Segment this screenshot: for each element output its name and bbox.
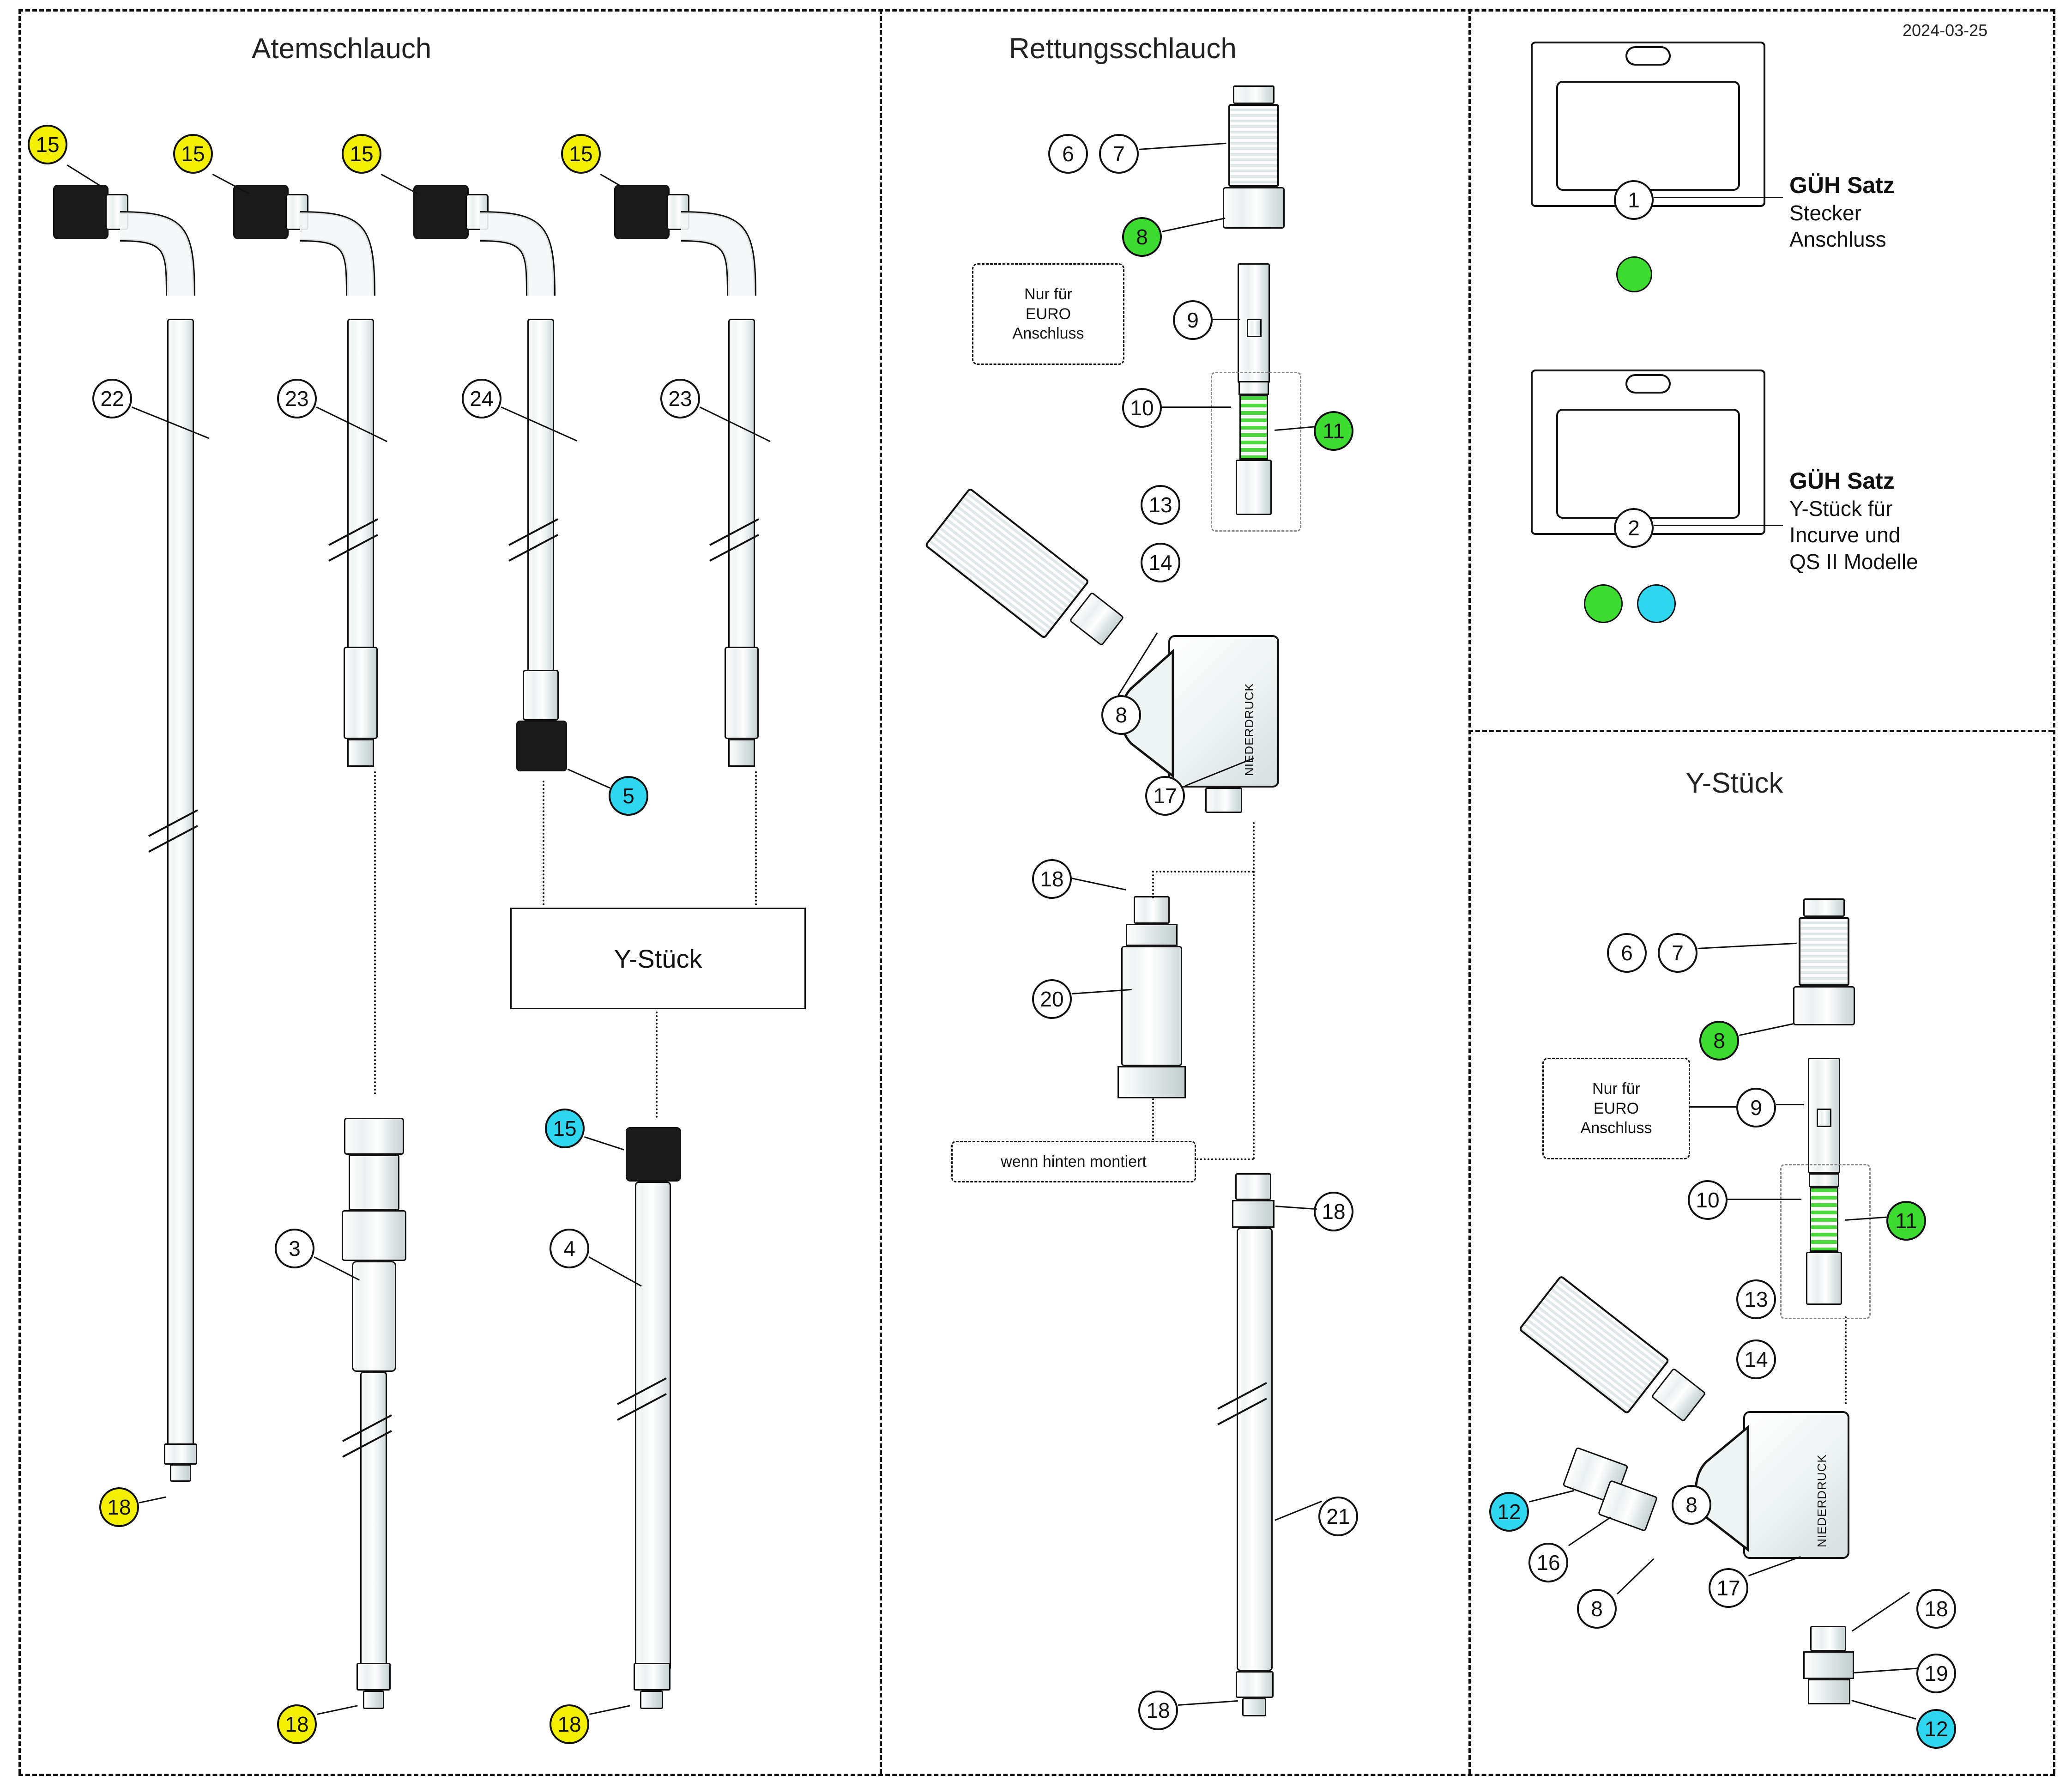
- part3-sleeve: [352, 1261, 396, 1372]
- hose-c-blackcap: [516, 721, 567, 771]
- dotted-d-to-box: [755, 771, 757, 905]
- mid-20-body: [1121, 946, 1182, 1066]
- leader-m10: [1162, 406, 1231, 408]
- hose-d-fitting: [725, 647, 759, 739]
- leader-15a: [66, 164, 103, 188]
- note-euro-right-l1: Nur für: [1592, 1080, 1640, 1098]
- dotted-m-vert: [1253, 871, 1255, 1159]
- balloon-3[interactable]: 3: [275, 1229, 314, 1268]
- mid-plug-hex: [1223, 187, 1285, 229]
- balloon-m13[interactable]: 13: [1141, 485, 1180, 525]
- leader-m18b: [1275, 1206, 1317, 1210]
- balloon-r8b[interactable]: 8: [1577, 1589, 1617, 1629]
- hose-a-endfitting: [164, 1443, 197, 1465]
- balloon-r11[interactable]: 11: [1886, 1201, 1926, 1241]
- mid-21-topfit: [1235, 1173, 1271, 1200]
- leader-r12a: [1529, 1490, 1574, 1503]
- kit-2-dot-cyan: [1637, 584, 1676, 623]
- balloon-r10[interactable]: 10: [1688, 1180, 1728, 1220]
- leader-r10: [1728, 1199, 1801, 1200]
- balloon-18-a[interactable]: 18: [99, 1487, 139, 1527]
- r-y-brand: NIEDERDRUCK: [1815, 1454, 1829, 1547]
- balloon-kit-1[interactable]: 1: [1614, 180, 1654, 220]
- r-plug-tip: [1803, 898, 1845, 917]
- balloon-kit-2[interactable]: 2: [1614, 508, 1654, 548]
- leader-15e: [584, 1136, 624, 1151]
- r-valve-spring: [1810, 1187, 1838, 1252]
- balloon-23-b[interactable]: 23: [660, 379, 700, 418]
- part3-hose: [360, 1372, 387, 1667]
- divider-mid-right: [1468, 9, 1471, 1774]
- part3-endfit: [356, 1663, 391, 1691]
- balloon-r14[interactable]: 14: [1736, 1339, 1776, 1379]
- note-rear-mounted: wenn hinten montiert: [951, 1141, 1196, 1182]
- frame-bottom: [18, 1774, 2055, 1776]
- note-euro-right: [1542, 1058, 1690, 1159]
- r-valve-body: [1806, 1252, 1842, 1305]
- balloon-24[interactable]: 24: [462, 379, 501, 418]
- balloon-22[interactable]: 22: [92, 379, 132, 418]
- mid-21-hose: [1237, 1228, 1273, 1671]
- mid-21-break: [1214, 1395, 1284, 1413]
- kit-bag-1-window: [1556, 81, 1740, 191]
- leader-m8: [1162, 218, 1226, 232]
- kit-bag-1-hole: [1625, 46, 1671, 66]
- mid-y-bottom-port: [1205, 788, 1242, 813]
- balloon-18-c[interactable]: 18: [550, 1704, 589, 1744]
- mid-20-base: [1118, 1066, 1186, 1098]
- leader-kit-1: [1654, 197, 1783, 198]
- hose-c-elbow: [476, 194, 577, 309]
- leader-5: [568, 769, 610, 788]
- dotted-m-down: [1152, 871, 1154, 898]
- note-euro-right-l3: Anschluss: [1580, 1119, 1652, 1137]
- kit-bag-2-window: [1556, 409, 1740, 519]
- balloon-r16[interactable]: 16: [1528, 1543, 1568, 1582]
- mid-20-top: [1134, 896, 1170, 924]
- mid-valve-top: [1238, 381, 1269, 395]
- balloon-15-c[interactable]: 15: [342, 134, 381, 174]
- r-y-body: [1743, 1411, 1849, 1559]
- hose-c-cap: [413, 185, 469, 239]
- kit-2-l1: Y-Stück für: [1789, 496, 1893, 521]
- balloon-r12b[interactable]: 12: [1916, 1709, 1956, 1749]
- kit-1-l2: Anschluss: [1789, 227, 1886, 251]
- balloon-m11[interactable]: 11: [1314, 411, 1353, 451]
- mid-21-endfit: [1236, 1671, 1274, 1698]
- hose-c-tube: [527, 319, 554, 697]
- leader-m7: [1139, 143, 1226, 150]
- mid-diag-coupler: [924, 487, 1090, 639]
- kit-2-text: [1789, 467, 1918, 575]
- balloon-4[interactable]: 4: [550, 1229, 589, 1268]
- leader-m18a: [1071, 878, 1126, 891]
- part4-endfit: [634, 1663, 671, 1691]
- leader-note-euro-right: [1690, 1106, 1736, 1108]
- balloon-m8[interactable]: 8: [1122, 217, 1162, 257]
- balloon-m10[interactable]: 10: [1122, 388, 1162, 428]
- r-diag-neck: [1651, 1368, 1706, 1422]
- balloon-r8[interactable]: 8: [1699, 1021, 1739, 1061]
- balloon-15-e[interactable]: 15: [545, 1109, 585, 1148]
- balloon-m8b[interactable]: 8: [1101, 695, 1141, 735]
- leader-4: [589, 1256, 642, 1287]
- hose-b-cap: [233, 185, 289, 239]
- kit-1-title: GÜH Satz: [1789, 172, 1895, 198]
- mid-diag-neck: [1069, 592, 1124, 646]
- leader-15b: [212, 174, 250, 194]
- mid-stem-port: [1247, 319, 1262, 337]
- leader-r18: [1852, 1592, 1910, 1631]
- leader-r19: [1854, 1667, 1919, 1673]
- part4-hose: [635, 1182, 671, 1671]
- panel-title-ystueck: Y-Stück: [1685, 767, 1783, 799]
- frame-left: [18, 9, 21, 1774]
- kit-2-title: GÜH Satz: [1789, 468, 1895, 494]
- part3-body-top: [349, 1155, 399, 1210]
- hose-b-tube: [347, 319, 374, 679]
- balloon-15-d[interactable]: 15: [561, 134, 601, 174]
- hose-d-break: [707, 531, 776, 550]
- r-end-collar: [1803, 1651, 1854, 1679]
- leader-15c: [381, 174, 418, 194]
- r-valve-top: [1809, 1173, 1839, 1187]
- hose-a-elbow: [115, 194, 217, 309]
- divider-left-mid: [880, 9, 882, 1774]
- leader-15d: [600, 174, 625, 189]
- divider-right-horizontal: [1468, 730, 2053, 732]
- balloon-r18[interactable]: 18: [1916, 1589, 1956, 1629]
- hose-b-ring: [347, 739, 374, 767]
- hose-c-break: [506, 531, 575, 550]
- balloon-m9[interactable]: 9: [1173, 300, 1213, 340]
- mid-y-brand: NIEDERDRUCK: [1242, 683, 1256, 776]
- dotted-m-up: [1253, 822, 1255, 873]
- hose-b-fitting: [344, 647, 378, 739]
- balloon-r7[interactable]: 7: [1658, 933, 1697, 973]
- leader-18c: [589, 1705, 630, 1715]
- hose-a-tube: [167, 319, 194, 1446]
- leader-m9: [1213, 319, 1240, 320]
- balloon-15-a[interactable]: 15: [28, 125, 67, 164]
- mid-y-body: [1168, 635, 1279, 788]
- mid-21-collar: [1232, 1200, 1275, 1228]
- leader-r8b: [1617, 1558, 1654, 1595]
- note-euro-right-l2: EURO: [1593, 1099, 1639, 1117]
- leader-18a: [139, 1497, 166, 1503]
- note-euro-mid-l3: Anschluss: [1012, 325, 1084, 343]
- leader-kit-2: [1654, 525, 1783, 526]
- part4-break: [614, 1390, 683, 1409]
- kit-2-dot-green: [1584, 584, 1623, 623]
- kit-2-l3: QS II Modelle: [1789, 549, 1918, 574]
- note-euro-mid-l2: EURO: [1025, 305, 1071, 323]
- note-euro-mid: [972, 263, 1124, 365]
- kit-1-text: [1789, 171, 1895, 253]
- part3-knurl-top: [344, 1118, 404, 1155]
- dotted-b-to-lower: [374, 771, 376, 1095]
- r-end-fitting: [1810, 1626, 1846, 1651]
- kit-2-l2: Incurve und: [1789, 523, 1901, 547]
- leader-r8: [1739, 1023, 1794, 1036]
- hose-d-tube: [728, 319, 755, 679]
- balloon-r8c[interactable]: 8: [1672, 1485, 1711, 1525]
- balloon-m7[interactable]: 7: [1099, 134, 1139, 174]
- balloon-23-a[interactable]: 23: [277, 379, 317, 418]
- balloon-r19[interactable]: 19: [1916, 1654, 1956, 1693]
- hose-d-ring: [728, 739, 755, 767]
- balloon-m18b[interactable]: 18: [1314, 1192, 1353, 1231]
- r-plug-body: [1799, 917, 1849, 986]
- balloon-r12a[interactable]: 12: [1489, 1492, 1529, 1532]
- hose-d-cap: [614, 185, 670, 239]
- hose-b-break: [326, 531, 395, 550]
- leader-m18c: [1178, 1700, 1238, 1706]
- hose-a-cap: [53, 185, 109, 239]
- hose-d-elbow: [677, 194, 778, 309]
- panel-title-atemschlauch: Atemschlauch: [252, 33, 432, 65]
- note-euro-mid-l1: Nur für: [1024, 285, 1072, 303]
- balloon-18-b[interactable]: 18: [277, 1704, 317, 1744]
- balloon-15-b[interactable]: 15: [173, 134, 213, 174]
- part4-cap: [626, 1127, 681, 1182]
- balloon-m6[interactable]: 6: [1048, 134, 1088, 174]
- r-plug-hex: [1793, 986, 1855, 1025]
- leader-r7: [1697, 943, 1797, 949]
- r-end-base: [1808, 1679, 1850, 1704]
- leader-m21: [1275, 1501, 1322, 1521]
- kit-1-dot-green: [1616, 256, 1652, 292]
- part3-hex: [342, 1210, 406, 1261]
- mid-valve-spring: [1239, 395, 1268, 460]
- r-stem-port: [1817, 1109, 1831, 1127]
- r-diag-coupler: [1518, 1275, 1670, 1415]
- hose-a-break: [145, 822, 215, 841]
- balloon-m14[interactable]: 14: [1141, 543, 1180, 582]
- mid-plug-body: [1228, 104, 1279, 187]
- balloon-5[interactable]: 5: [609, 776, 648, 816]
- leader-r17: [1748, 1556, 1801, 1576]
- kit-bag-2-hole: [1625, 374, 1671, 394]
- leader-18b: [317, 1705, 358, 1715]
- leader-r16: [1568, 1516, 1611, 1546]
- frame-right: [2053, 9, 2055, 1774]
- dotted-c-to-box: [543, 781, 544, 905]
- hose-b-elbow: [296, 194, 397, 309]
- leader-r12b: [1851, 1700, 1916, 1720]
- frame-top: [18, 9, 2055, 12]
- kit-1-l1: Stecker: [1789, 200, 1861, 225]
- balloon-r13[interactable]: 13: [1736, 1279, 1776, 1319]
- hose-a-endring: [170, 1464, 191, 1482]
- hose-c-fitting: [523, 670, 559, 721]
- sheet-date: 2024-03-25: [1903, 21, 1988, 40]
- balloon-m17[interactable]: 17: [1145, 776, 1185, 816]
- panel-title-rettungsschlauch: Rettungsschlauch: [1009, 33, 1237, 65]
- mid-valve-body: [1236, 460, 1272, 515]
- dotted-r-valve-y: [1845, 1316, 1847, 1404]
- dotted-m-top: [1152, 871, 1254, 873]
- balloon-r6[interactable]: 6: [1607, 933, 1647, 973]
- part4-endring: [640, 1691, 663, 1709]
- dotted-box-to-lower: [656, 1012, 658, 1118]
- balloon-r9[interactable]: 9: [1736, 1088, 1776, 1127]
- mid-plug-tip: [1233, 85, 1275, 104]
- balloon-r17[interactable]: 17: [1709, 1568, 1748, 1608]
- balloon-m18c[interactable]: 18: [1138, 1691, 1178, 1730]
- mid-21-endring: [1242, 1698, 1266, 1716]
- part3-endring: [363, 1691, 384, 1709]
- leader-r9: [1776, 1104, 1804, 1105]
- balloon-m21[interactable]: 21: [1318, 1497, 1358, 1536]
- part3-break: [339, 1427, 409, 1446]
- balloon-m18a[interactable]: 18: [1032, 859, 1072, 899]
- mid-20-collar: [1126, 924, 1178, 946]
- ystueck-box: Y-Stück: [510, 908, 806, 1009]
- balloon-m20[interactable]: 20: [1032, 979, 1072, 1019]
